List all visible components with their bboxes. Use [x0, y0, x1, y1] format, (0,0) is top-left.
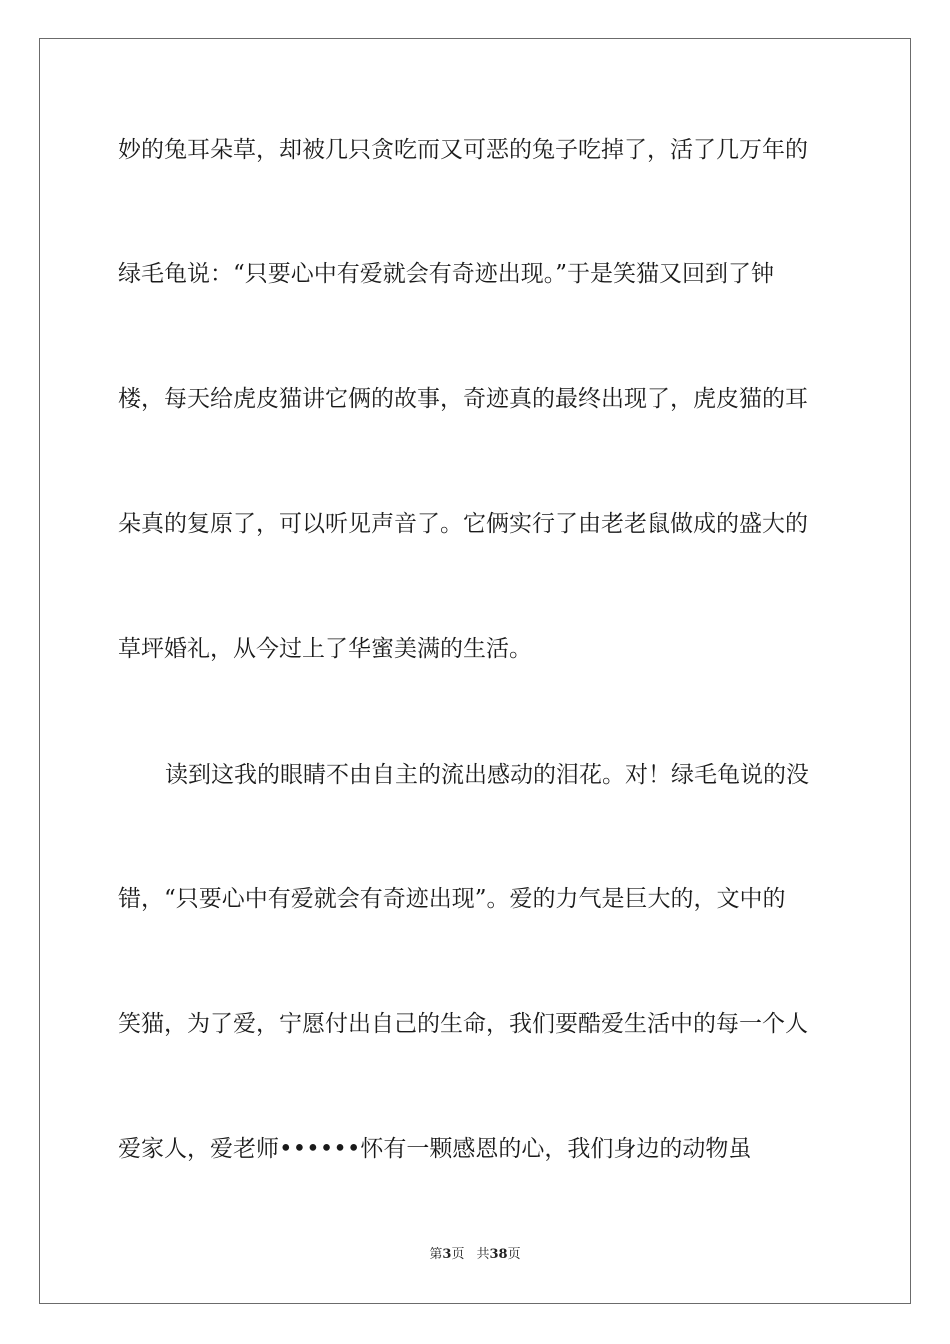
body-text-line: 笑猫，为了爱，宁愿付出自己的生命，我们要酷爱生活中的每一个人 — [118, 1011, 808, 1037]
body-text-line: 爱家人，爱老师••••••怀有一颗感恩的心，我们身边的动物虽 — [118, 1136, 752, 1162]
body-text-line: 草坪婚礼，从今过上了华蜜美满的生活。 — [118, 636, 532, 662]
page-number: 3 — [442, 1247, 452, 1262]
total-suffix: 页 — [507, 1247, 521, 1262]
paragraph-start-line: 读到这我的眼睛不由自主的流出感动的泪花。对！绿毛龟说的没 — [165, 762, 809, 788]
body-text-line: 楼，每天给虎皮猫讲它俩的故事，奇迹真的最终出现了，虎皮猫的耳 — [118, 386, 808, 412]
page-prefix: 第 — [429, 1247, 443, 1262]
total-pages: 38 — [489, 1247, 508, 1262]
body-text-line: 妙的兔耳朵草，却被几只贪吃而又可恶的兔子吃掉了，活了几万年的 — [118, 137, 808, 163]
page-footer — [0, 1246, 950, 1264]
body-text-line: 错，“只要心中有爱就会有奇迹出现”。爱的力气是巨大的，文中的 — [118, 886, 786, 912]
body-text-line: 朵真的复原了，可以听见声音了。它俩实行了由老老鼠做成的盛大的 — [118, 511, 808, 537]
total-prefix: 共 — [476, 1247, 490, 1262]
page-suffix: 页 — [451, 1247, 465, 1262]
body-text-line: 绿毛龟说：“只要心中有爱就会有奇迹出现。”于是笑猫又回到了钟 — [118, 261, 775, 287]
page-border — [39, 38, 911, 1304]
